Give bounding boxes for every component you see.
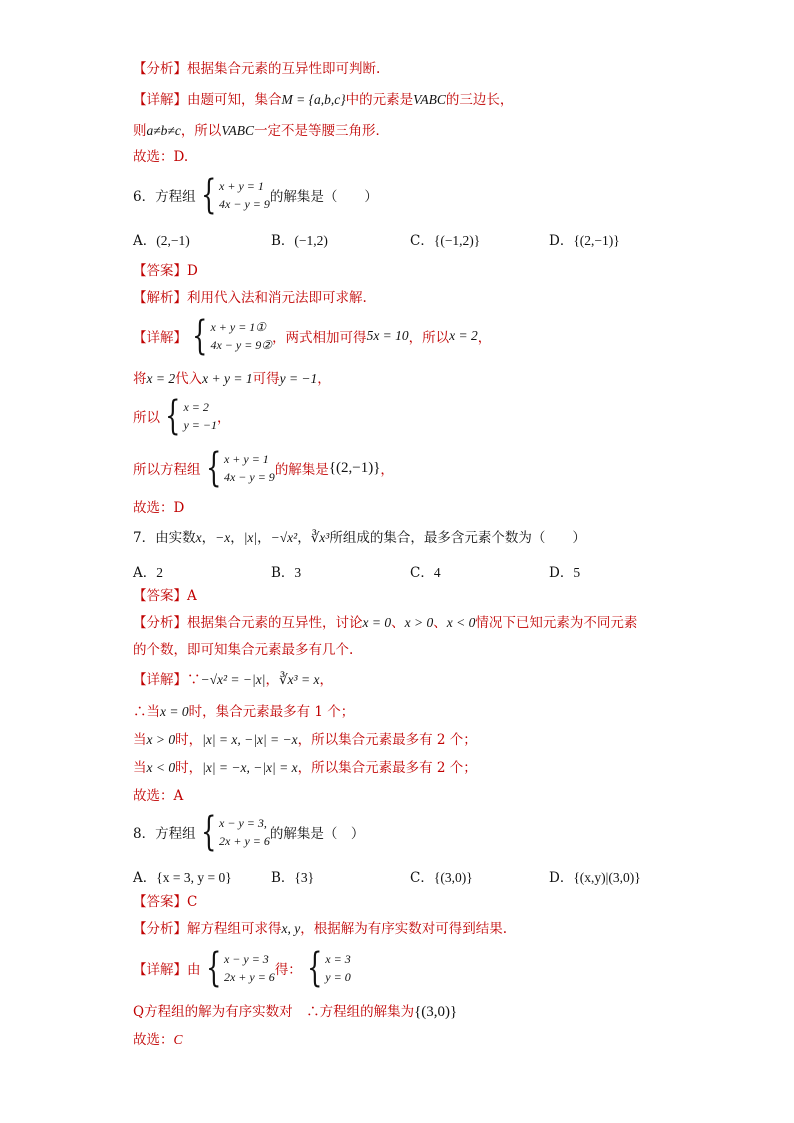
math: x > 0 (404, 615, 434, 630)
equation: 2x + y = 6 (223, 970, 275, 984)
equation-system (210, 318, 272, 354)
answer-tag: 【答案】 (133, 263, 187, 279)
q8-final (133, 1003, 457, 1021)
q6-final (133, 445, 394, 491)
q7-case-2 (133, 731, 477, 749)
text: 当 (133, 760, 147, 776)
text: 得： (274, 962, 302, 978)
q7-option-d (549, 561, 580, 581)
q5-detail-line (133, 91, 513, 109)
text: 故选： (133, 1032, 174, 1048)
analysis-tag: 【分析】 (133, 61, 187, 77)
text: ， (216, 410, 231, 426)
answer-value: C (187, 894, 198, 910)
analysis-tag: 【分析】 (133, 921, 187, 937)
analysis-text: 解方程组可求得 (187, 921, 282, 937)
text: 时， (175, 760, 203, 776)
q6-detail (133, 313, 492, 359)
detail-text: ， (477, 330, 492, 346)
equation: 2x + y = 6 (219, 834, 270, 848)
q8-option-b (271, 866, 314, 886)
q6-option-a (133, 229, 190, 249)
answer-value: A (187, 588, 197, 604)
brace: { (205, 445, 221, 491)
sep: ， (319, 672, 333, 688)
detail-text: 一定不是等腰三角形． (254, 123, 390, 139)
text: 方程组的解集为 (319, 1004, 415, 1020)
option-value: (−1,2) (294, 233, 328, 248)
detail-tag: 【详解】 (133, 92, 187, 108)
q5-detail-line2 (133, 122, 389, 140)
q6-choose: 故选：D (133, 500, 185, 516)
option-label: B． (271, 870, 295, 886)
analysis-text: ，根据解为有序实数对可得到结果. (300, 921, 508, 937)
q8-option-d (549, 866, 641, 886)
option-value: {(x,y)|(3,0)} (573, 870, 641, 885)
q7-option-c (410, 561, 441, 581)
equation: 4x − y = 9② (210, 338, 273, 352)
math: −x (215, 530, 231, 545)
equation-system (183, 398, 217, 434)
detail-text: 的三边长， (445, 92, 514, 108)
detail-text: ，所以 (408, 330, 450, 346)
q7-analysis (133, 614, 637, 632)
q7-answer (133, 587, 197, 605)
math: x < 0 (446, 615, 476, 630)
equation: x = 3 (325, 952, 351, 966)
text: 的解集是 (274, 462, 329, 478)
option-label: A． (133, 870, 157, 886)
detail-text: 中的元素是 (345, 92, 414, 108)
detail-tag: 【详解】 (133, 962, 187, 978)
equation: 4x − y = 9 (219, 197, 270, 211)
text: 所以 (133, 410, 160, 426)
math-set: M = {a,b,c} (281, 92, 346, 107)
detail-tag: 【详解】 (133, 330, 187, 346)
math: 5x = 10 (366, 328, 409, 343)
option-value: 4 (433, 565, 441, 580)
equation: x − y = 3, (219, 816, 267, 830)
option-label: B． (271, 233, 295, 249)
q7-detail (133, 671, 333, 689)
math: x > 0 (146, 732, 176, 747)
math-set: {(3,0)} (414, 1004, 458, 1020)
math: x, y (281, 921, 301, 936)
stem-text: 8．方程组 (133, 826, 196, 842)
math-triangle: VABC (221, 123, 255, 138)
option-value: {3} (294, 870, 315, 885)
math: x = 2 (146, 371, 176, 386)
answer-tag: 【答案】 (133, 588, 187, 604)
stem-text: 的解集是（ ） (269, 189, 378, 205)
text: 所以方程组 (133, 462, 201, 478)
q6-answer (133, 262, 198, 280)
option-label: D． (549, 870, 574, 886)
equation-system (325, 950, 350, 986)
q5-analysis-line (133, 60, 380, 78)
q8-choose (133, 1031, 183, 1049)
q6-so (133, 393, 231, 439)
text: 可得 (252, 371, 280, 387)
math: x + y = 1 (202, 371, 253, 386)
sep: ， (201, 530, 216, 546)
option-value: 2 (156, 565, 163, 580)
detail-text: 由题可知，集合 (187, 92, 282, 108)
option-label: A． (133, 233, 157, 249)
sep: ， (257, 530, 271, 546)
text: 时， (175, 732, 203, 748)
option-label: C． (410, 565, 434, 581)
answer-value: D (187, 263, 198, 279)
sep: ， (265, 672, 279, 688)
brace: { (192, 313, 208, 359)
q5-choose: 故选：D. (133, 149, 189, 165)
stem-text: 7．由实数 (133, 530, 196, 546)
equation-system (219, 814, 270, 850)
answer-value: C (173, 1032, 183, 1047)
brace: { (205, 945, 221, 991)
math-ineq: a≠b≠c (146, 123, 181, 138)
option-label: C． (410, 233, 434, 249)
stem-text: 的解集是（ ） (269, 826, 365, 842)
q6-option-d (549, 229, 620, 249)
analysis-text: 情况下已知元素为不同元素 (475, 615, 638, 631)
q6-option-c (410, 229, 480, 249)
equation-system (224, 450, 275, 486)
analysis-text: 根据集合元素的互异性即可判断. (187, 61, 381, 77)
q6-option-b (271, 229, 328, 249)
stem-text: 所组成的集合，最多含元素个数为（ ） (329, 530, 586, 546)
option-value: (2,−1) (156, 233, 190, 248)
sep: ， (230, 530, 244, 546)
analysis-tag: 【分析】 (133, 615, 187, 631)
answer-tag: 【答案】 (133, 894, 187, 910)
option-value: {(3,0)} (433, 870, 473, 885)
equation-system (224, 950, 275, 986)
text: 由 (187, 962, 201, 978)
equation: x + y = 1 (219, 179, 264, 193)
equation: 4x − y = 9 (223, 470, 275, 484)
sep: ， (297, 530, 311, 546)
q7-analysis-2: 的个数，即可知集合元素最多有几个. (133, 642, 354, 658)
detail-text: ，两式相加可得 (272, 330, 367, 346)
explain-tag: 【解析】 (133, 290, 187, 306)
brace: { (200, 172, 216, 218)
symbol: ∴ (306, 1004, 320, 1020)
text: 代入 (175, 371, 203, 387)
q8-option-a (133, 866, 232, 886)
math-triangle: VABC (413, 92, 446, 107)
math: −√x² = −|x| (200, 672, 266, 687)
math: |x| = −x, −|x| = x (202, 760, 298, 775)
math: x = 2 (449, 328, 478, 343)
text: ， (380, 462, 394, 478)
text: 将 (133, 371, 147, 387)
equation: x + y = 1① (210, 320, 267, 334)
detail-text: 则 (133, 123, 147, 139)
q8-detail (133, 945, 351, 991)
sep: 、 (433, 615, 447, 631)
q7-case-3 (133, 759, 477, 777)
equation-system (219, 177, 270, 213)
q7-option-a (133, 561, 163, 581)
detail-tag: 【详解】 (133, 672, 187, 688)
brace: { (165, 393, 181, 439)
q7-choose: 故选：A (133, 788, 184, 804)
math: x = 0 (160, 704, 189, 719)
math: x = 0 (362, 615, 392, 630)
math: |x| = x, −|x| = −x (202, 732, 298, 747)
option-value: {(−1,2)} (433, 233, 481, 248)
text: 时，集合元素最多有 1 个； (188, 704, 355, 720)
equation: x = 2 (183, 400, 209, 414)
symbol: ∵ (187, 672, 201, 688)
option-value: 3 (294, 565, 302, 580)
text: ，所以集合元素最多有 2 个； (297, 760, 477, 776)
text: ∴当 (133, 704, 160, 720)
option-label: D． (549, 565, 574, 581)
text: ， (317, 371, 331, 387)
math: x < 0 (146, 760, 176, 775)
option-label: D． (549, 233, 574, 249)
equation: y = −1 (183, 418, 217, 432)
q6-substitute (133, 370, 331, 388)
q8-analysis (133, 920, 507, 938)
math: x (195, 530, 202, 545)
q8-option-c (410, 866, 473, 886)
q8-stem (133, 809, 365, 855)
analysis-text: 根据集合元素的互异性，讨论 (187, 615, 363, 631)
q6-stem (133, 172, 378, 218)
math: |x| (243, 530, 258, 545)
brace: { (200, 809, 216, 855)
sep: 、 (391, 615, 405, 631)
math: y = −1 (279, 371, 318, 386)
option-label: B． (271, 565, 295, 581)
q8-answer (133, 893, 197, 911)
math: −√x² (270, 530, 298, 545)
option-label: C． (410, 870, 434, 886)
stem-text: 6．方程组 (133, 189, 196, 205)
q7-stem (133, 529, 586, 547)
q6-explain (133, 289, 367, 307)
text: 方程组的解为有序实数对 (144, 1004, 307, 1020)
text: ，所以集合元素最多有 2 个； (297, 732, 477, 748)
brace: { (306, 945, 323, 991)
math: ∛x³ (310, 530, 330, 545)
q7-option-b (271, 561, 301, 581)
equation: y = 0 (325, 970, 351, 984)
equation: x + y = 1 (223, 452, 269, 466)
text: 当 (133, 732, 147, 748)
symbol: Q (133, 1004, 145, 1020)
equation: x − y = 3 (223, 952, 269, 966)
option-label: A． (133, 565, 157, 581)
math: ∛x³ = x (278, 672, 320, 687)
q7-case-1 (133, 703, 354, 721)
option-value: {(2,−1)} (573, 233, 620, 248)
detail-text: ，所以 (180, 123, 222, 139)
option-value: 5 (573, 565, 581, 580)
explain-text: 利用代入法和消元法即可求解. (187, 290, 367, 306)
option-value: {x = 3, y = 0} (156, 870, 232, 885)
math-set: {(2,−1)} (328, 459, 381, 476)
